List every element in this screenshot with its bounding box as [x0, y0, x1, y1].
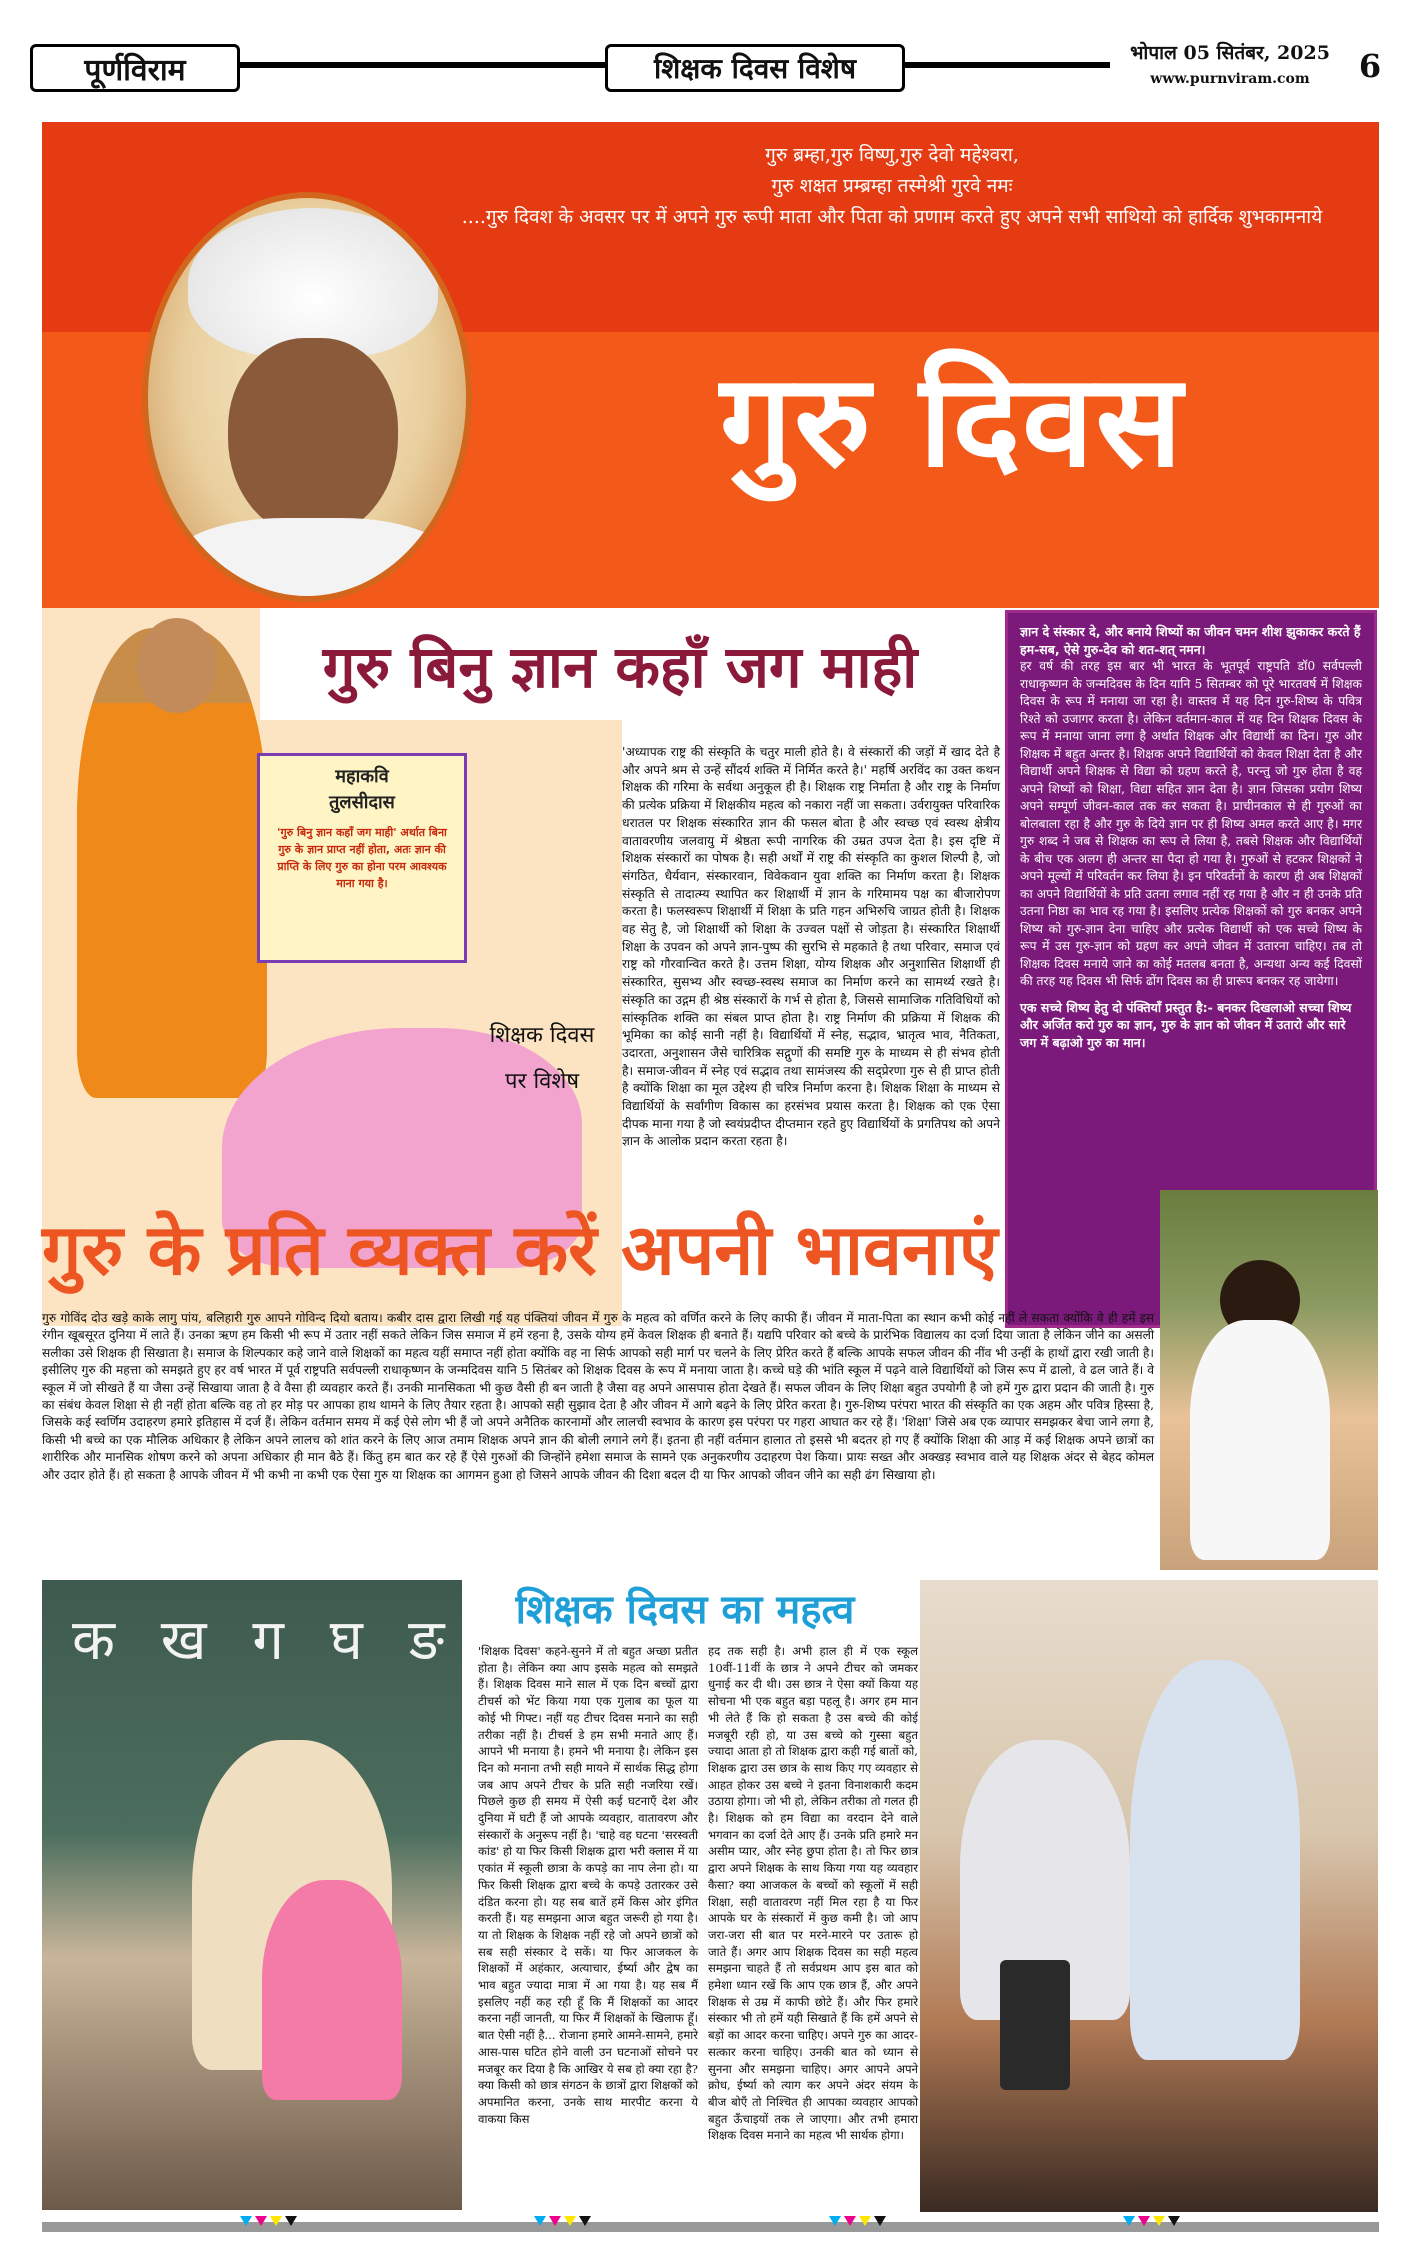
blackboard-letters: क ख ग घ ङ — [72, 1608, 459, 1673]
section-title: शिक्षक दिवस विशेष — [605, 44, 905, 92]
date-text: भोपाल 05 सितंबर, 2025 — [1130, 42, 1330, 64]
science-lab-photo — [920, 1580, 1378, 2212]
special-label: शिक्षक दिवस पर विशेष — [489, 1023, 595, 1094]
banner-title: गुरु दिवस — [720, 347, 1184, 496]
greeting-text: ....गुरु दिवश के अवसर पर में अपने गुरु रूपी माता और पिता को प्रणाम करते हुए अपने सभी साथियो को हार्दिक शुभकामनाये — [461, 206, 1323, 228]
lab-teacher-figure — [1130, 1660, 1300, 2060]
girl-figure — [1190, 1320, 1330, 1560]
microscope-shape — [1000, 1960, 1070, 2090]
face-shape — [228, 338, 398, 538]
guru-divas-banner — [42, 122, 1379, 608]
shloka-line-1: गुरु ब्रम्हा,गुरु विष्णु,गुरु देवो महेश्वरा, — [765, 144, 1019, 166]
radhakrishnan-portrait — [142, 192, 472, 602]
article-importance-col1: 'शिक्षक दिवस' कहने-सुनने में तो बहुत अच्छा प्रतीत होता है। लेकिन क्या आप इसके महत्व को समझते हैं। शिक्षक दिवस माने साल में एक दिन बच्चों द्वारा टीचर्स को भेंट किया गया एक गुलाब का फूल या कोई भी गिफ्ट। नहीं यह टीचर दिवस मनाने का सही तरीका नहीं है। टीचर्स डे हम सभी मनाते आए हैं। आपने भी मनाया है। हमने भी मनाया है। लेकिन इस दिन को मनाना तभी सही मायने में सार्थक सिद्ध होगा जब आप अपने टीचर के प्रति सही नजरिया रखें। पिछले कुछ ही समय में ऐसी कई घटनाएँ देश और दुनिया में घटी हैं जो आपके व्यवहार, वातावरण और संस्कारों के अनुरूप नहीं है। 'चाहे वह घटना 'सरस्वती कांड' हो या फिर किसी शिक्षक द्वारा भरी क्लास में या एकांत में स्कूली छात्रा के कपड़े का नाप लेना हो। या फिर किसी शिक्षक द्वारा बच्चे के कपड़े उतारकर उसे दंडित करना हो। यह सब बातें हमें किस ओर इंगित करती हैं। यह समझना आज बहुत जरूरी हो गया है। या तो शिक्षक के शिक्षक नहीं रहे जो अपने छात्रों को सब सही संस्कार दे सकें। या फिर आजकल के शिक्षकों में अहंकार, अत्याचार, ईर्ष्या और द्वेष का भाव बहुत ज्यादा मात्रा में आ गया है। यह सब मैं इसलिए नहीं कह रही हूँ कि मैं शिक्षकों का आदर करना नहीं जानती, या फिर मैं शिक्षकों के खिलाफ हूँ। बात ऐसी नहीं है... रोजाना हमारे आमने-सामने, हमारे आस-पास घटित होने वाली उन घटनाओं सोचने पर मजबूर कर दिया है कि आखिर ये सब हो क्या रहा है? क्या किसी को छात्र संगठन के छात्रों द्वारा शिक्षकों को अपमानित करना, उनके साथ मारपीट करना ये वाकया किस — [478, 1644, 698, 2126]
coat-shape — [168, 518, 458, 602]
sidebox-poem: ज्ञान दे संस्कार दे, और बनाये शिष्यों का जीवन चमन शीश झुकाकर करते हैं हम-सब, ऐसे गुरु-देव को शत-शत् नमन। — [1020, 624, 1361, 657]
cmyk-mark — [829, 2216, 886, 2236]
headline-guru-binu — [260, 608, 980, 720]
shloka-block — [442, 140, 1342, 233]
sage-head — [137, 618, 217, 713]
newspaper-logo: पूर्णविराम — [30, 44, 240, 92]
cmyk-mark — [534, 2216, 591, 2236]
masthead — [30, 38, 1390, 92]
poet-quote: 'गुरु बिनु ज्ञान कहाँ जग माही' अर्थात बिना गुरु के ज्ञान प्राप्त नहीं होता, अतः ज्ञान की प्राप्ति के लिए गुरु का होना परम आवश्यक माना गया है। — [277, 826, 447, 890]
sidebox-closing: एक सच्चे शिष्य हेतु दो पंक्तियाँ प्रस्तुत है:- बनकर दिखलाओ सच्चा शिष्य और अर्जित करो गुरु का ज्ञान, गुरु के ज्ञान को जीवन में उतारो और सारे जग में बढ़ाओ गुरु का मान। — [1020, 999, 1352, 1050]
shloka-line-2: गुरु शक्षत प्रम्ब्रम्हा तस्मेश्री गुरवे नमः — [771, 175, 1013, 197]
tulsidas-box — [257, 753, 467, 963]
cmyk-mark — [1123, 2216, 1180, 2236]
headline-importance: शिक्षक दिवस का महत्व — [515, 1587, 855, 1633]
page-number: 6 — [1350, 40, 1390, 92]
dateline — [1110, 40, 1350, 92]
cmyk-mark — [240, 2216, 297, 2236]
girl-with-rose-photo — [1160, 1190, 1378, 1570]
article-importance-col2: हद तक सही है। अभी हाल ही में एक स्कूल 10वीं-11वीं के छात्र ने अपने टीचर को जमकर धुनाई कर दी थी। उस छात्र ने ऐसा क्यों किया यह सोचना भी एक बहुत बड़ा पहलू है। अगर हम मान भी लेते हैं कि हो सकता है उस बच्चे की कोई मजबूरी रही हो, या उस बच्चे को गुस्सा बहुत ज्यादा आता हो तो शिक्षक द्वारा कही गई बातों को, शिक्षक द्वारा उस छात्र के साथ किए गए व्यवहार से आहत होकर उस बच्चे ने इतना विनाशकारी कदम उठाया होगा। जो भी हो, लेकिन तरीका तो गलत ही है। शिक्षक को हम विद्या का वरदान देने वाले भगवान का दर्जा देते आए हैं। उनके प्रति हमारे मन असीम प्यार, और स्नेह छुपा होता है। तो फिर छात्र द्वारा अपने शिक्षक के साथ किया गया यह व्यवहार कैसा? क्या आजकल के बच्चों को स्कूलों में सही शिक्षा, सही वातावरण नहीं मिल रहा है या फिर आपके घर के संस्कारों में कुछ कमी है। जो आप जरा-जरा सी बात पर मरने-मारने पर उतारू हो जाते हैं। अगर आप शिक्षक दिवस का सही महत्व समझना चाहते हैं तो सर्वप्रथम आप इस बात को हमेशा ध्यान रखें कि आप एक छात्र हैं, और अपने शिक्षक से उम्र में काफी छोटे हैं। और फिर हमारे संस्कार भी तो हमें यही सिखाते हैं कि हमें अपने से बड़ों का आदर करना चाहिए। अपने गुरु का आदर-सत्कार करना चाहिए। उनकी बात को ध्यान से सुनना और समझना चाहिए। अगर आपने अपने क्रोध, ईर्ष्या को त्याग कर अपने अंदर संयम के बीज बोएँ तो निश्चित ही आपका व्यवहार आपको बहुत ऊँचाइयों तक ले जाएगा। और तभी हमारा शिक्षक दिवस मनाने का महत्व भी सार्थक होगा। — [708, 1644, 918, 2143]
article-feelings: गुरु गोविंद दोउ खड़े काके लागु पांय, बलिहारी गुरु आपने गोविन्द दियो बताय। कबीर दास द्वारा लिखी गई यह पंक्तियां जीवन में गुरु के महत्व को वर्णित करने के लिए काफी हैं। जीवन में माता-पिता का स्थान कभी कोई नहीं ले सकता क्योंकि वे ही हमें इस रंगीन खूबसूरत दुनिया में लाते हैं। उनका ऋण हम किसी भी रूप में उतार नहीं सकते लेकिन जिस समाज में हमें रहना है, उसके योग्य हमें केवल शिक्षक ही बनाते हैं। यद्यपि परिवार को बच्चे के प्रारंभिक विद्यालय का दर्जा दिया जाता है लेकिन जीने का असली सलीका उसे शिक्षक ही सिखाता है। समाज के शिल्पकार कहे जाने वाले शिक्षकों का महत्व यहीं समाप्त नहीं होता क्योंकि वह ना सिर्फ आपको सही मार्ग पर चलने के लिए प्रेरित करते हैं बल्कि आपके सफल जीवन की नींव भी उन्हीं के हाथों द्वारा रखी जाती है। इसीलिए गुरु की महत्ता को समझते हुए हर वर्ष भारत में पूर्व राष्ट्रपति सर्वपल्ली राधाकृष्णन के जन्मदिवस यानि 5 सितंबर को शिक्षक दिवस के रूप में मनाया जाता है। कच्चे घड़े की भांति स्कूल में पढ़ने वाले विद्यार्थियों को जिस रूप में ढालो, वे ढल जाते हैं। वे स्कूल में जो सीखते हैं या जैसा उन्हें सिखाया जाता है वे वैसा ही व्यवहार करते हैं। उनकी मानसिकता भी कुछ वैसी ही बन जाती है जैसा वह अपने आसपास होता देखते हैं। सफल जीवन के लिए शिक्षा बहुत उपयोगी है जो हमें गुरु द्वारा प्रदान की जाती है। गुरु का संबंध केवल शिक्षा से ही नहीं होता बल्कि वह तो हर मोड़ पर आपका हाथ थामने के लिए तैयार रहता है। आपको सही सुझाव देता है और जीवन में आगे बढ़ने के लिए प्रेरित करता है। गुरु-शिष्य परंपरा भारत की संस्कृति का एक अहम और पवित्र हिस्सा है, जिसके कई स्वर्णिम उदाहरण हमारे इतिहास में दर्ज हैं। लेकिन वर्तमान समय में कई ऐसे लोग भी हैं जो अपने अनैतिक कारनामों और लालची स्वभाव के कारण इस परंपरा पर गहरा आघात कर रहे हैं। 'शिक्षा' जिसे अब एक व्यापार समझकर बेचा जाने लगा है, किसी भी बच्चे का एक मौलिक अधिकार है लेकिन अपने लालच को शांत करने के लिए आज तमाम शिक्षक अपने ज्ञान की बोली लगाने लगे हैं। इतना ही नहीं वर्तमान हालात तो इससे भी बदतर हो गए हैं क्योंकि शिक्षा की आड़ में कई शिक्षक अपने छात्रों का शारीरिक और मानसिक शोषण करने को अपना अधिकार ही मान बैठे हैं। किंतु हम बात कर रहे हैं ऐसे गुरुओं की जिन्होंने हमेशा समाज के सामने एक अनुकरणीय उदाहरण पेश किया। प्रायः सख्त और अक्खड़ स्वभाव वाले यह शिक्षक अंदर से बेहद कोमल और उदार होते हैं। हो सकता है आपके जीवन में भी कभी ना कभी एक ऐसा गुरु या शिक्षक का आगमन हुआ हो जिसने आपके जीवन की दिशा बदल दी या फिर आपको जीवन जीने का सही ढंग सिखाया हो। — [42, 1311, 1154, 1482]
classroom-photo — [42, 1580, 462, 2210]
headline-feelings: गुरु के प्रति व्यक्त करें अपनी भावनाएं — [42, 1209, 998, 1291]
turban-shape — [188, 208, 438, 358]
headline-text: गुरु बिनु ज्ञान कहाँ जग माही — [322, 632, 918, 701]
article-guru-binu: 'अध्यापक राष्ट्र की संस्कृति के चतुर माली होते है। वे संस्कारों की जड़ों में खाद देते है और अपने श्रम से उन्हें सौंदर्य शक्ति में निर्मित करते है।' महर्षि अरविंद का उक्त कथन शिक्षक की गरिमा के सर्वथा अनुकूल ही है। शिक्षक राष्ट्र निर्माता है और राष्ट्र के निर्माण की प्रत्येक प्रक्रिया में शिक्षकीय महत्व को नकारा नहीं जा सकता। उर्वरायुक्त परिवारिक धरातल पर शिक्षक संस्कारित ज्ञान की फसल बोता है और स्वच्छ एवं स्वस्थ क्षेत्रीय वातावरणीय जलवायु में श्रेष्ठता रूपी नागरिक की उम्रत उपज देता है। इस दृष्टि में शिक्षक संस्कारों का पोषक है। सही अर्थों में राष्ट्र की संस्कृति का कुशल शिल्पी है, जो संगठित, धैर्यवान, संस्कारवान, विवेकवान युवा शक्ति का निर्माण करता है। शिक्षक संस्कृति से तादात्म्य स्थापित कर शिक्षार्थी में ज्ञान के गरिमामय पक्ष का बीजारोपण करता है। फलस्वरूप शिक्षार्थी में शिक्षा के प्रति गहन अभिरुचि जाग्रत होती है। शिक्षक वह सेतु है, जो शिक्षार्थी को शिक्षा के उज्वल पक्षों से जोड़ता है। संस्कारित शिक्षार्थी शिक्षा के उपवन को अपने ज्ञान-पुष्प की सुरभि से महकाते है तथा परिवार, समाज एवं राष्ट्र को गौरवान्वित करते है। उत्तम शिक्षा, योग्य शिक्षक और अनुशासित शिक्षार्थी ही संस्कारित, सुसभ्य और स्वच्छ-स्वस्थ समाज का निर्माण करने का सामर्थ्य रखते है। संस्कृति का उद्गम ही श्रेष्ठ संस्कारों के गर्भ से होता है, जिससे सामाजिक गतिविधियों को सांस्कृतिक शक्ति का संबल प्राप्त होता है। राष्ट्र निर्माण की प्रक्रिया में शिक्षक की भूमिका का कोई सानी नहीं है। विद्यार्थियों में स्नेह, सद्भाव, भ्रातृत्व भाव, नैतिकता, उदारता, अनुशासन जैसे चारित्रिक सद्गुणों की समष्टि गुरु के माध्यम से ही संभव होती है। समाज-जीवन में स्नेह एवं सद्भाव तथा सामंजस्य की सद्प्रेरणा गुरु से ही प्राप्त होती है क्योंकि शिक्षा का मूल उद्देश्य ही चरित्र निर्माण करना है। शिक्षक शिक्षा के माध्यम से विद्यार्थियों के सर्वांगीण विकास का हरसंभव प्रयास करता है। शिक्षक को एक ऐसा दीपक माना गया है जो स्वयंप्रदीप्त दीप्तमान रहते हुए विद्यार्थियों के प्रगतिपथ को अपने ज्ञान के आलोक प्रदान करता रहता है। — [622, 745, 1000, 1149]
poet-name: तुलसीदास — [329, 792, 395, 813]
poet-title: महाकवि — [335, 766, 389, 787]
sidebox-body: हर वर्ष की तरह इस बार भी भारत के भूतपूर्व राष्ट्रपति डॉ0 सर्वपल्ली राधाकृष्णन के जन्मदिवस के दिन यानि 5 सितम्बर को पूरे भारतवर्ष में शिक्षक दिवस के रूप में मनाया जा रहा है। वास्तव में यह दिन गुरु-शिष्य के पवित्र रिश्ते को उजागर करता है। लेकिन वर्तमान-काल में यह दिन शिक्षक दिवस के रूप में मनाया जाना लगा है अर्थात शिक्षक और विद्यार्थी का दिन। गुरु और शिक्षक में बहुत अन्तर है। शिक्षक अपने विद्यार्थियों को केवल शिक्षा देता है और विद्यार्थी अपने शिक्षक से विद्या को ग्रहण करते है, परन्तु जो गुरु होता है वह अपने शिष्यों को शिक्षा, विद्या सहित ज्ञान देता है। ज्ञान जिसका प्रयोग शिष्य अपने सम्पूर्ण जीवन-काल तक कर सकता है। प्राचीनकाल से ही गुरुओं का बोलबाला रहा है और गुरु के दिये ज्ञान पर ही शिष्य अमल करते आए है। मगर गुरु शब्द ने जब से शिक्षक का रूप ले लिया है, तबसे शिक्षक और विद्यार्थियों के बीच एक अलग ही अन्तर सा पैदा हो गया है। गुरुओं से हटकर शिक्षकों ने अपने मूल्यों में परिवर्तन कर लिया है। इन परिवर्तनों के कारण ही अब शिक्षकों का अपने विद्यार्थियों के प्रति उतना लगाव नहीं रह गया है और न ही उनके प्रति उतना निष्ठा का भाव रह गया है। इसलिए प्रत्येक शिक्षकों को गुरु बनकर अपने शिष्य को गुरु-ज्ञान देना चाहिए और प्रत्येक विद्यार्थी को एक सच्चे शिष्य के रूप में उस गुरु-ज्ञान को ग्रहण कर अपने जीवन में उतारना चाहिए। तब तो शिक्षक दिवस मनाये जाने का कोई मतलब बनता है, अन्यथा अन्य कई दिवसों की तरह यह दिवस भी सिर्फ ढोंग दिवस का ही प्रारूप बनकर रह जायेगा। — [1020, 659, 1362, 988]
website-url: www.purnviram.com — [1150, 71, 1310, 87]
color-registration-marks — [240, 2216, 1180, 2236]
kid-figure — [262, 1880, 402, 2100]
